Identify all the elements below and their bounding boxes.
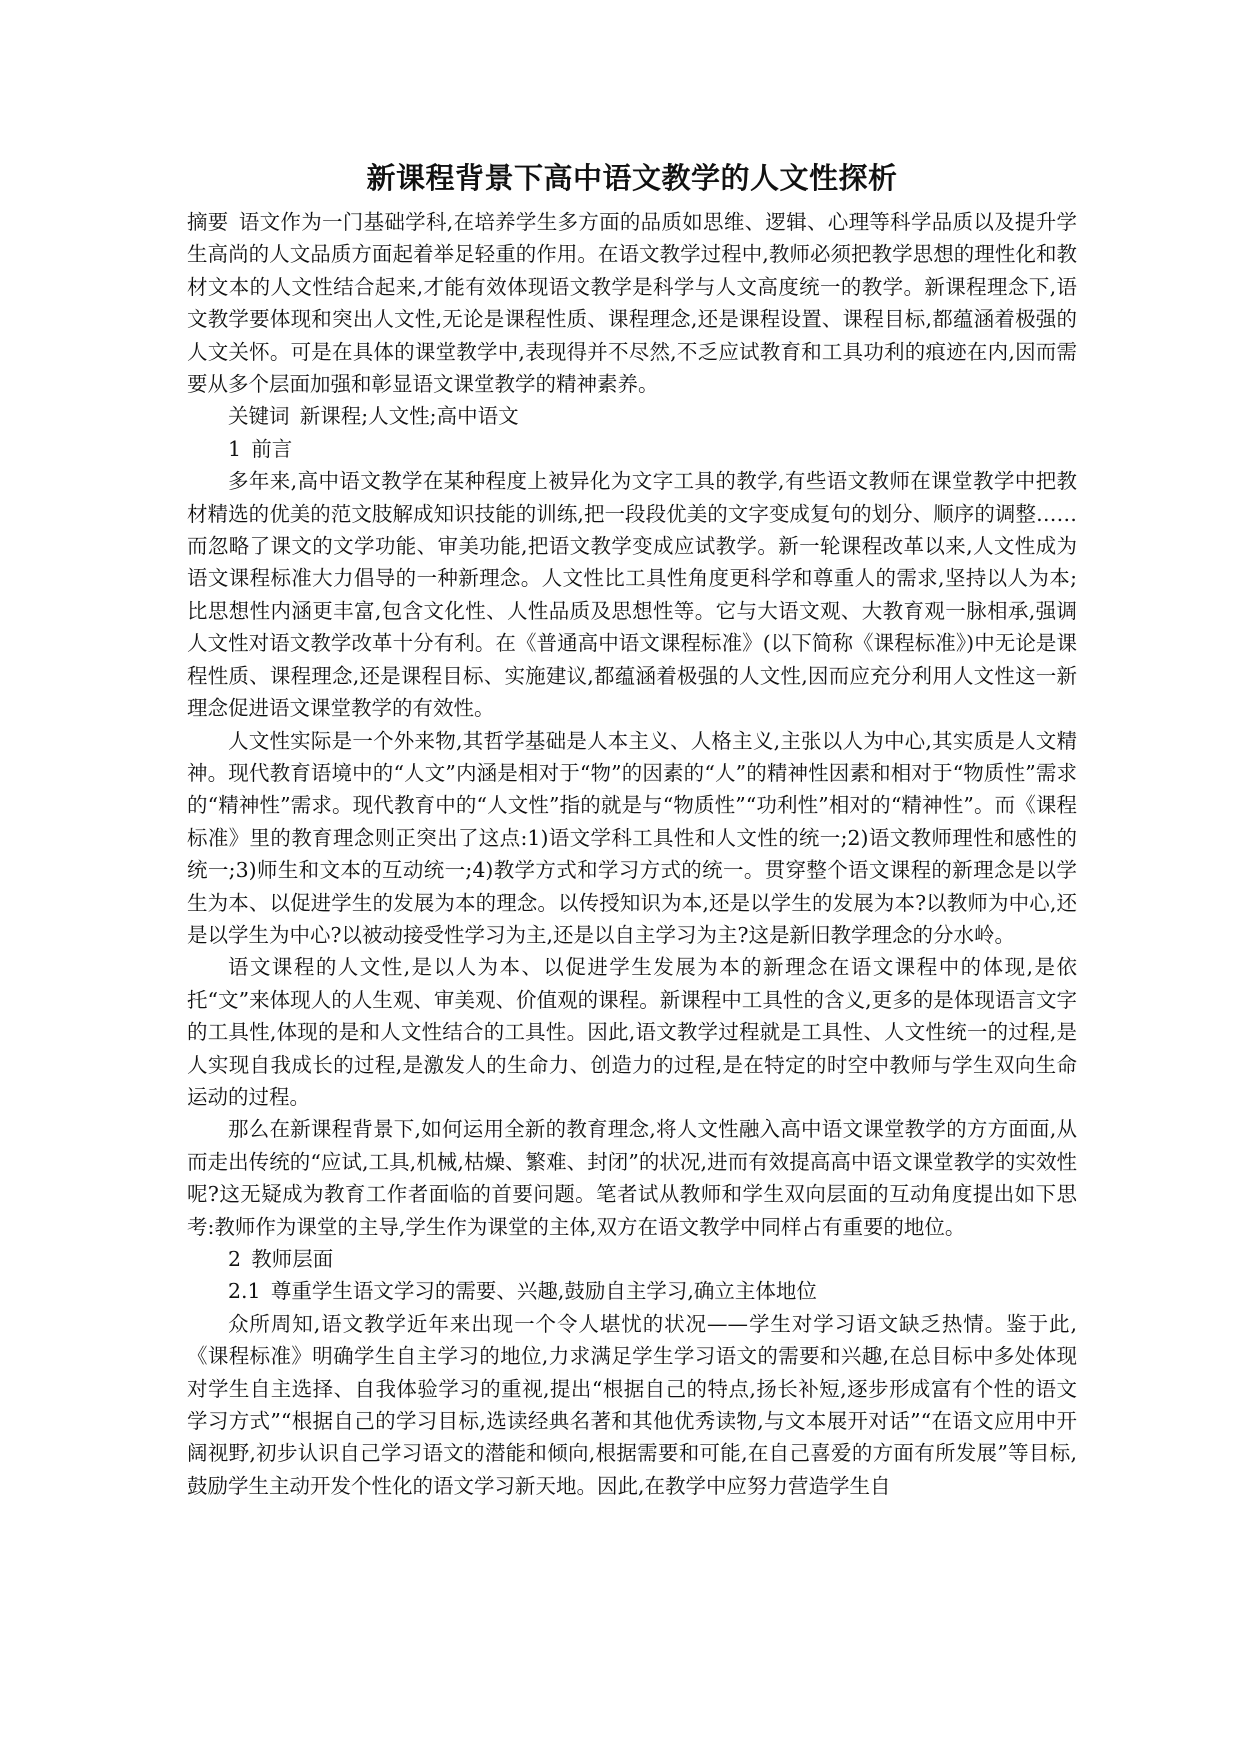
body-paragraph: 人文性实际是一个外来物,其哲学基础是人本主义、人格主义,主张以人为中心,其实质是人文精神。现代教育语境中的“人文”内涵是相对于“物”的因素的“人”的精神性因素和相对于“物质性”需求的“精神性”需求。现代教育中的“人文性”指的就是与“物质性”“功利性”相对的“精神性”。而《课程标准》里的教育理念则正突出了这点:1)语文学科工具性和人文性的统一;2)语文教师理性和感性的统一;3)师生和文本的互动统一;4)教学方式和学习方式的统一。贯穿整个语文课程的新理念是以学生为本、以促进学生的发展为本的理念。以传授知识为本,还是以学生的发展为本?以教师为中心,还是以学生为中心?以被动接受性学习为主,还是以自主学习为主?这是新旧教学理念的分水岭。	[187, 728, 1077, 947]
body-paragraph: 语文课程的人文性,是以人为本、以促进学生发展为本的新理念在语文课程中的体现,是依托“文”来体现人的人生观、审美观、价值观的课程。新课程中工具性的含义,更多的是体现语言文字的工具性,体现的是和人文性结合的工具性。因此,语文教学过程就是工具性、人文性统一的过程,是人实现自我成长的过程,是激发人的生命力、创造力的过程,是在特定的时空中教师与学生双向生命运动的过程。	[187, 955, 1077, 1109]
body-paragraph: 众所周知,语文教学近年来出现一个令人堪忧的状况——学生对学习语文缺乏热情。鉴于此,《课程标准》明确学生自主学习的地位,力求满足学生学习语文的需要和兴趣,在总目标中多处体现对学生自主选择、自我体验学习的重视,提出“根据自己的特点,扬长补短,逐步形成富有个性的语文学习方式”“根据自己的学习目标,选读经典名著和其他优秀读物,与文本展开对话”“在语文应用中开阔视野,初步认识自己学习语文的潜能和倾向,根据需要和可能,在自己喜爱的方面有所发展”等目标,鼓励学生主动开发个性化的语文学习新天地。因此,在教学中应努力营造学生自	[187, 1311, 1077, 1498]
body-paragraph: 那么在新课程背景下,如何运用全新的教育理念,将人文性融入高中语文课堂教学的方方面面,从而走出传统的“应试,工具,机械,枯燥、繁难、封闭”的状况,进而有效提高高中语文课堂教学的实效性呢?这无疑成为教育工作者面临的首要问题。笔者试从教师和学生双向层面的互动角度提出如下思考:教师作为课堂的主导,学生作为课堂的主体,双方在语文教学中同样占有重要的地位。	[187, 1117, 1077, 1239]
section-number: 1	[228, 436, 242, 461]
keywords	[187, 400, 1077, 432]
subsection-heading-2-1	[187, 1275, 1077, 1307]
abstract	[187, 206, 1077, 400]
abstract-text: 语文作为一门基础学科,在培养学生多方面的品质如思维、逻辑、心理等科学品质以及提升学生高尚的人文品质方面起着举足轻重的作用。在语文教学过程中,教师必须把教学思想的理性化和教材文本的人文性结合起来,才能有效体现语文教学是科学与人文高度统一的教学。新课程理念下,语文教学要体现和突出人文性,无论是课程性质、课程理念,还是课程设置、课程目标,都蕴涵着极强的人文关怀。可是在具体的课堂教学中,表现得并不尽然,不乏应试教育和工具功利的痕迹在内,因而需要从多个层面加强和彰显语文课堂教学的精神素养。	[187, 210, 1078, 397]
keywords-label: 关键词	[228, 404, 290, 429]
section-title: 教师层面	[251, 1247, 334, 1271]
keywords-text: 新课程;人文性;高中语文	[299, 404, 519, 429]
body-paragraph: 多年来,高中语文教学在某种程度上被异化为文字工具的教学,有些语文教师在课堂教学中把教材精选的优美的范文肢解成知识技能的训练,把一段段优美的文字变成复句的划分、顺序的调整……而忽略了课文的文学功能、审美功能,把语文教学变成应试教学。新一轮课程改革以来,人文性成为语文课程标准大力倡导的一种新理念。人文性比工具性角度更科学和尊重人的需求,坚持以人为本;比思想性内涵更丰富,包含文化性、人性品质及思想性等。它与大语文观、大教育观一脉相承,强调人文性对语文教学改革十分有利。在《普通高中语文课程标准》(以下简称《课程标准》)中无论是课程性质、课程理念,还是课程目标、实施建议,都蕴涵着极强的人文性,因而应充分利用人文性这一新理念促进语文课堂教学的有效性。	[187, 469, 1077, 721]
document-page	[187, 158, 1077, 1502]
section-heading-2	[187, 1243, 1077, 1275]
section-title: 前言	[251, 436, 293, 461]
section-number: 2.1	[228, 1279, 261, 1304]
abstract-label: 摘要	[187, 210, 229, 234]
section-heading-1	[187, 433, 1077, 465]
section-number: 2	[228, 1247, 242, 1271]
section-title: 尊重学生语文学习的需要、兴趣,鼓励自主学习,确立主体地位	[270, 1279, 817, 1304]
document-title: 新课程背景下高中语文教学的人文性探析	[366, 161, 898, 195]
